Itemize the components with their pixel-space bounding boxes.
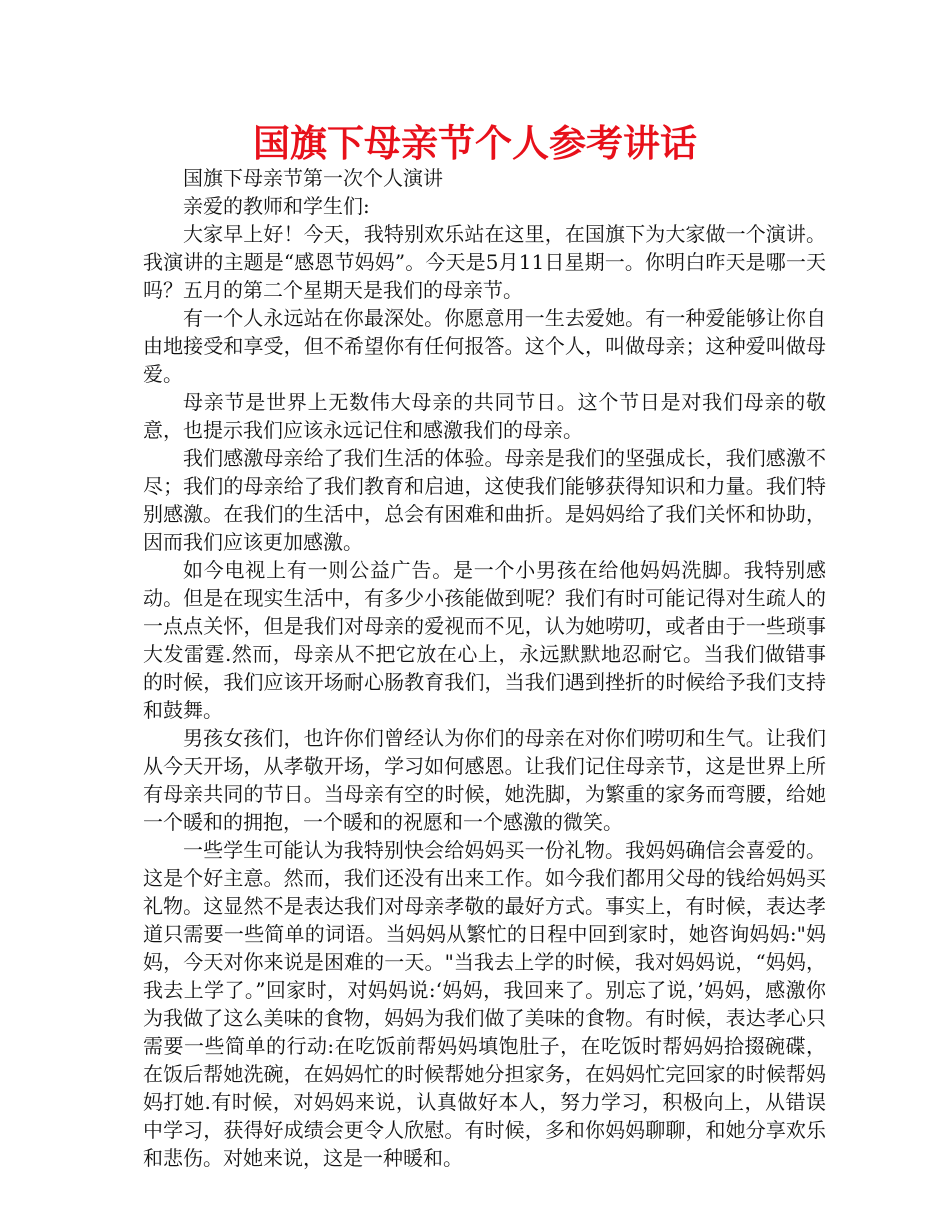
body-paragraph: 男孩女孩们，也许你们曾经认为你们的母亲在对你们唠叨和生气。让我们从今天开场，从孝敬开场，学习如何感恩。让我们记住母亲节，这是世界上所有母亲共同的节日。当母亲有空的时候，她洗脚，为繁重的家务而弯腰，给她一个暖和的拥抱，一个暖和的祝愿和一个感激的微笑。 (143, 726, 826, 834)
document-title: 国旗下母亲节个人参考讲话 (253, 122, 697, 165)
body-paragraph: 一些学生可能认为我特别快会给妈妈买一份礼物。我妈妈确信会喜爱的。这是个好主意。然而，我们还没有出来工作。如今我们都用父母的钱给妈妈买礼物。这显然不是表达我们对母亲孝敬的最好方式。事实上，有时候，表达孝道只需要一些简单的词语。当妈妈从繁忙的日程中回到家时，她咨询妈妈:"妈妈，今天对你来说是困难的一天。"当我去上学的时候，我对妈妈说，“妈妈，我去上学了。”回家时，对妈妈说:‘妈妈，我回来了。别忘了说，’妈妈，感激你为我做了这么美味的食物，妈妈为我们做了美味的食物。有时候，表达孝心只需要一些简单的行动:在吃饭前帮妈妈填饱肚子，在吃饭时帮妈妈拾掇碗碟，在饭后帮她洗碗，在妈妈忙的时候帮她分担家务，在妈妈忙完回家的时候帮妈妈打她.有时候，对妈妈来说，认真做好本人，努力学习，积极向上，从错误中学习，获得好成绩会更令人欣慰。有时候，多和你妈妈聊聊，和她分享欢乐和悲伤。对她来说，这是一种暖和。 (143, 838, 826, 1170)
body-paragraph: 有一个人永远站在你最深处。你愿意用一生去爱她。有一种爱能够让你自由地接受和享受，但不希望你有任何报答。这个人，叫做母亲；这种爱叫做母爱。 (143, 306, 826, 386)
body-paragraph: 我们感激母亲给了我们生活的体验。母亲是我们的坚强成长，我们感激不尽；我们的母亲给了我们教育和启迪，这使我们能够获得知识和力量。我们特别感激。在我们的生活中，总会有困难和曲折。是妈妈给了我们关怀和协助，因而我们应该更加感激。 (143, 446, 826, 554)
subtitle-paragraph: 国旗下母亲节第一次个人演讲 (183, 166, 443, 190)
salutation-paragraph: 亲爱的教师和学生们: (183, 194, 370, 218)
body-paragraph: 大家早上好！今天，我特别欢乐站在这里，在国旗下为大家做一个演讲。我演讲的主题是“感恩节妈妈”。今天是5月11日星期一。你明白昨天是哪一天吗？五月的第二个星期天是我们的母亲节。 (143, 222, 826, 302)
body-paragraph: 如今电视上有一则公益广告。是一个小男孩在给他妈妈洗脚。我特别感动。但是在现实生活中，有多少小孩能做到呢？我们有时可能记得对生疏人的一点点关怀，但是我们对母亲的爱视而不见，认为她唠叨，或者由于一些琐事大发雷霆.然而，母亲从不把它放在心上，永远默默地忍耐它。当我们做错事的时候，我们应该开场耐心肠教育我们，当我们遇到挫折的时候给予我们支持和鼓舞。 (143, 558, 826, 722)
document-body (143, 164, 826, 1172)
body-paragraph: 母亲节是世界上无数伟大母亲的共同节日。这个节日是对我们母亲的敬意，也提示我们应该永远记住和感激我们的母亲。 (143, 390, 826, 442)
